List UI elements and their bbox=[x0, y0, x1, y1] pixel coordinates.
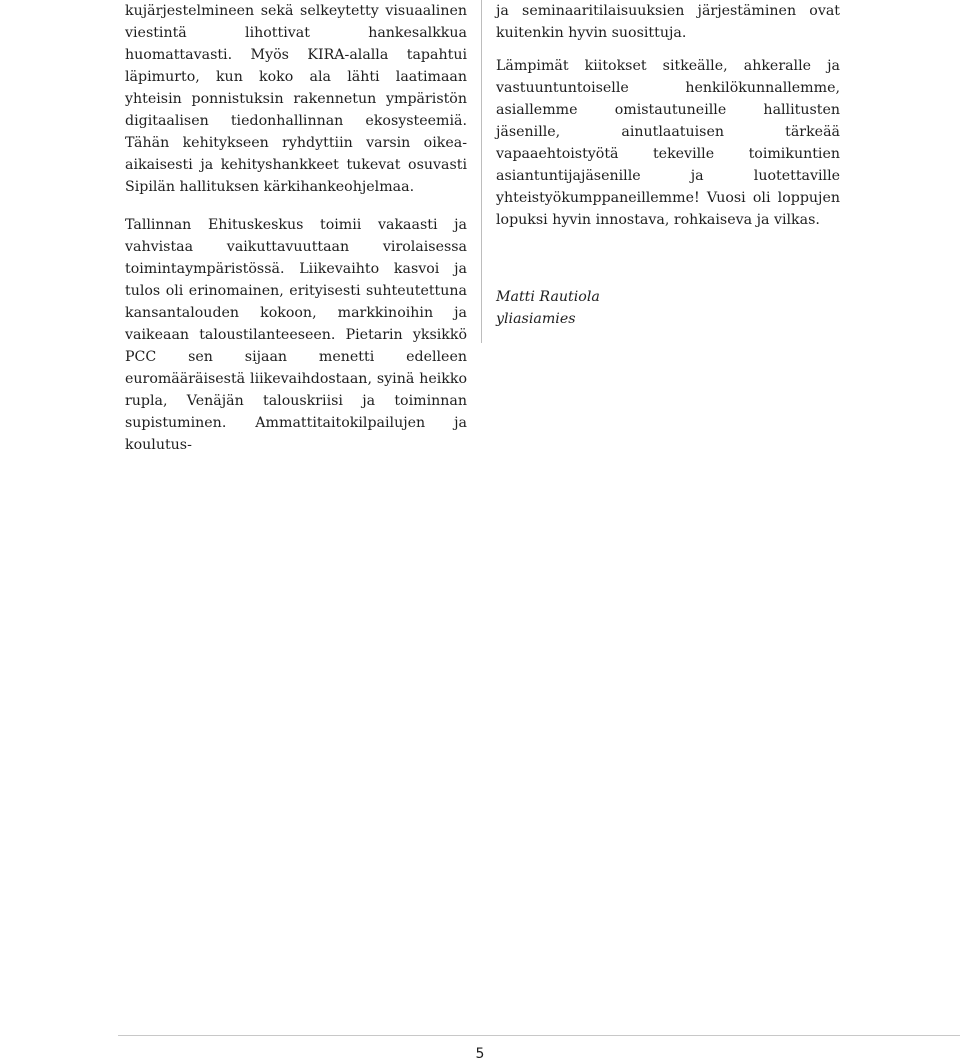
right-paragraph-1: ja seminaaritilaisuuksien järjestäminen ovat kuitenkin hyvin suosittuja. bbox=[496, 3, 840, 41]
signature-name: Matti Rautiola bbox=[496, 289, 600, 305]
signature-block bbox=[496, 286, 840, 330]
right-text-column bbox=[496, 0, 840, 330]
page-number: 5 bbox=[475, 1046, 485, 1062]
left-paragraph-2: Tallinnan Ehituskeskus toimii vakaasti ja vahvistaa vaikuttavuuttaan virolaisessa toimintaympäristössä. Liikevaihto kasvoi ja tulos oli erinomainen, erityisesti suhteutettuna kansantalouden kokoon, markkinoihin ja vaikeaan taloustilanteeseen. Pietarin yksikkö PCC sen sijaan menetti edelleen euromääräisestä liikevaihdostaan, syinä heikko rupla, Venäjän talouskriisi ja toiminnan supistuminen. Ammattitaitokilpailujen ja koulutus- bbox=[125, 217, 467, 453]
footer-rule bbox=[118, 1035, 960, 1036]
left-paragraph-1: kujärjestelmineen sekä selkeytetty visuaalinen viestintä lihottivat hankesalkkua huomattavasti. Myös KIRA-alalla tapahtui läpimurto, kun koko ala lähti laatimaan yhteisin ponnistuksin rakennetun ympäristön digitaalisen tiedonhallinnan ekosysteemiä. Tähän kehitykseen ryhdyttiin varsin oikea-aikaisesti ja kehityshankkeet tukevat osuvasti Sipilän hallituksen kärkihankeohjelmaa. bbox=[125, 3, 467, 195]
right-paragraph-2: Lämpimät kiitokset sitkeälle, ahkeralle ja vastuuntuntoiselle henkilökunnallemme, asiallemme omistautuneille hallitusten jäsenille, ainutlaatuisen tärkeää vapaaehtoistyötä tekeville toimikuntien asiantuntijajäsenille ja luotettaville yhteistyökumppaneillemme! Vuosi oli loppujen lopuksi hyvin innostava, rohkaiseva ja vilkas. bbox=[496, 58, 840, 228]
left-text-column bbox=[125, 0, 467, 456]
signature-title: yliasiamies bbox=[496, 311, 576, 327]
column-divider bbox=[481, 0, 482, 343]
